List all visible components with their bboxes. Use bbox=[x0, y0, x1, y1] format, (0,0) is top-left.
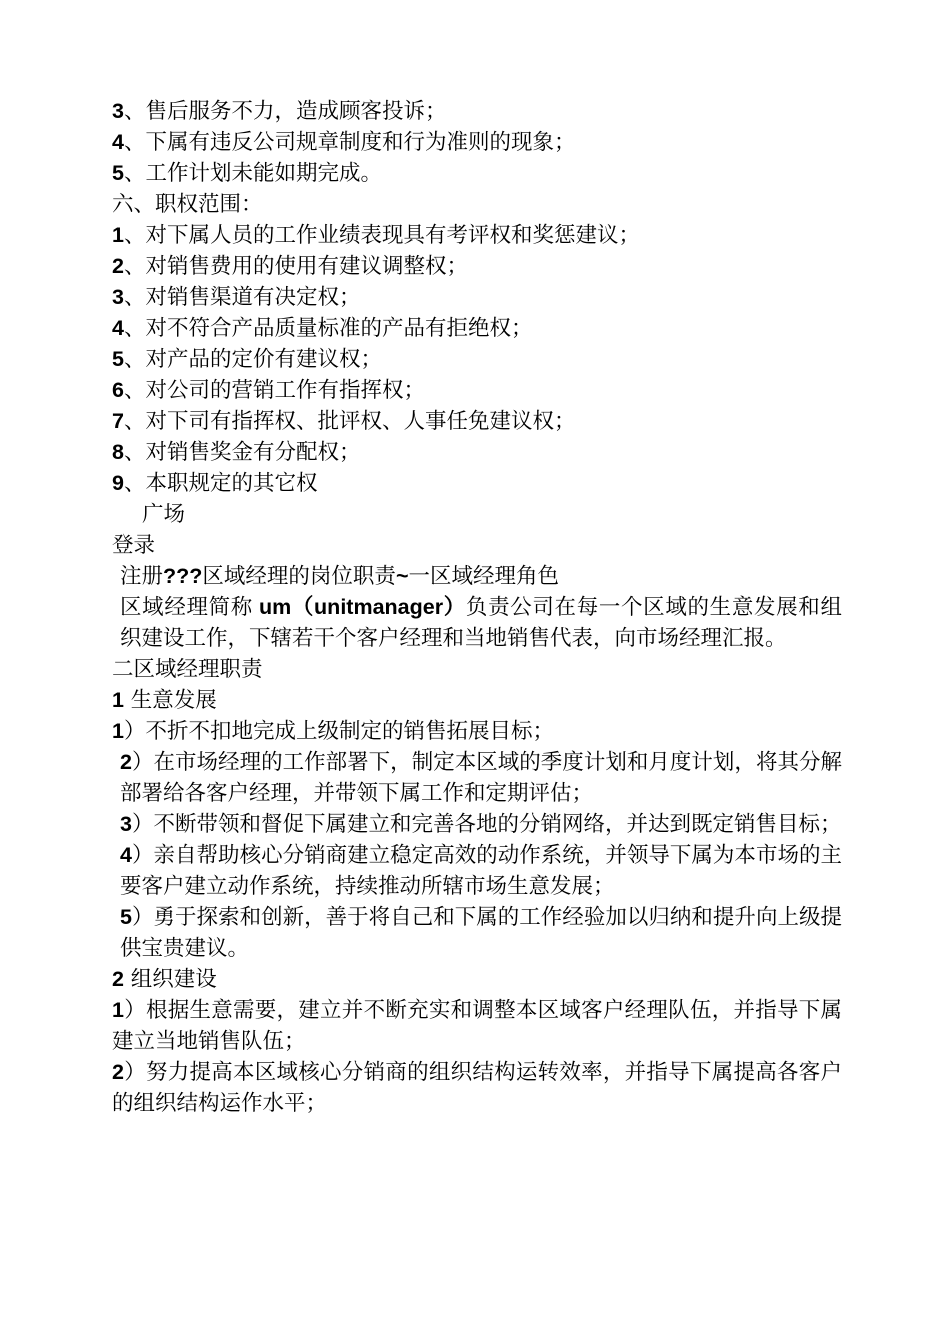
question-marks: ??? bbox=[163, 564, 203, 588]
subsection-title: 组织建设 bbox=[123, 967, 217, 992]
list-item bbox=[112, 716, 842, 747]
item-text: 、工作计划未能如期完成。 bbox=[123, 161, 382, 186]
subsection-heading bbox=[112, 964, 842, 995]
list-item bbox=[112, 220, 842, 251]
item-text: 、对产品的定价有建议权； bbox=[123, 347, 382, 372]
article-title-b: 一区域经理角色 bbox=[408, 564, 560, 589]
item-number: 1 bbox=[112, 719, 124, 743]
subsection-number: 2 bbox=[112, 967, 124, 991]
item-number: 8 bbox=[112, 440, 124, 464]
document-page bbox=[112, 96, 842, 1119]
list-item bbox=[112, 375, 842, 406]
intro-fullname: unitmanager bbox=[314, 595, 444, 619]
item-number: 5 bbox=[120, 905, 132, 929]
item-text: ）不断带领和督促下属建立和完善各地的分销网络，并达到既定销售目标； bbox=[131, 812, 842, 837]
item-text: 、对公司的营销工作有指挥权； bbox=[123, 378, 425, 403]
list-item bbox=[112, 282, 842, 313]
item-number: 1 bbox=[112, 998, 124, 1022]
item-text: 、下属有违反公司规章制度和行为准则的现象； bbox=[123, 130, 576, 155]
list-item bbox=[112, 468, 842, 499]
item-text: 、对下司有指挥权、批评权、人事任免建议权； bbox=[123, 409, 576, 434]
item-number: 3 bbox=[112, 285, 124, 309]
intro-abbr: um bbox=[258, 595, 292, 619]
item-text: ）在市场经理的工作部署下，制定本区域的季度计划和月度计划，将其分解部署给各客户经理，并带领下属工作和定期评估； bbox=[120, 750, 842, 806]
item-text: 、售后服务不力，造成顾客投诉； bbox=[123, 99, 447, 124]
section-heading: 二区域经理职责 bbox=[112, 657, 263, 682]
item-text: ）不折不扣地完成上级制定的销售拓展目标； bbox=[123, 719, 554, 744]
item-number: 4 bbox=[120, 843, 132, 867]
tilde: ~ bbox=[395, 564, 409, 588]
subsection-heading bbox=[112, 685, 842, 716]
item-number: 1 bbox=[112, 223, 124, 247]
item-number: 9 bbox=[112, 471, 124, 495]
list-item bbox=[112, 902, 842, 964]
item-number: 3 bbox=[112, 99, 124, 123]
subsection-title: 生意发展 bbox=[123, 688, 217, 713]
item-text: ）努力提高本区域核心分销商的组织结构运转效率，并指导下属提高各客户的组织结构运作水平； bbox=[112, 1060, 842, 1116]
list-item bbox=[112, 1057, 842, 1119]
item-text: ）勇于探索和创新，善于将自己和下属的工作经验加以归纳和提升向上级提供宝贵建议。 bbox=[120, 905, 842, 961]
item-number: 2 bbox=[112, 254, 124, 278]
article-title-a[interactable]: 区域经理的岗位职责 bbox=[202, 564, 396, 589]
list-item bbox=[112, 344, 842, 375]
list-item bbox=[112, 251, 842, 282]
item-number: 2 bbox=[120, 750, 132, 774]
section-heading: 六、职权范围： bbox=[112, 192, 263, 217]
item-text: 、对不符合产品质量标准的产品有拒绝权； bbox=[123, 316, 533, 341]
list-item bbox=[112, 995, 842, 1057]
list-item bbox=[112, 127, 842, 158]
list-item bbox=[112, 158, 842, 189]
nav-link-register[interactable]: 注册 bbox=[120, 564, 164, 589]
list-item bbox=[112, 809, 842, 840]
item-number: 5 bbox=[112, 161, 124, 185]
item-number: 6 bbox=[112, 378, 124, 402]
nav-link-square[interactable]: 广场 bbox=[142, 502, 186, 527]
list-item bbox=[112, 406, 842, 437]
item-text: ）根据生意需要，建立并不断充实和调整本区域客户经理队伍，并指导下属建立当地销售队伍； bbox=[112, 998, 842, 1054]
item-number: 7 bbox=[112, 409, 124, 433]
item-number: 2 bbox=[112, 1060, 124, 1084]
list-item bbox=[112, 747, 842, 809]
nav-link-login[interactable]: 登录 bbox=[112, 533, 156, 558]
item-number: 3 bbox=[120, 812, 132, 836]
list-item bbox=[112, 313, 842, 344]
subsection-number: 1 bbox=[112, 688, 124, 712]
intro-pre: 区域经理简称 bbox=[120, 595, 253, 620]
item-text: 、对销售奖金有分配权； bbox=[123, 440, 361, 465]
item-number: 4 bbox=[112, 130, 124, 154]
intro-paren-close: ） bbox=[443, 595, 466, 619]
item-number: 4 bbox=[112, 316, 124, 340]
intro-paragraph bbox=[112, 592, 842, 654]
item-text: 、对销售渠道有决定权； bbox=[123, 285, 361, 310]
intro-post: 负责公司在每一个区域的生意发展和组织建设工作，下辖若干个客户经理和当地销售代表，向市场经理汇报。 bbox=[120, 595, 842, 651]
item-text: 、对下属人员的工作业绩表现具有考评权和奖惩建议； bbox=[123, 223, 640, 248]
list-item bbox=[112, 840, 842, 902]
article-title-line bbox=[112, 561, 842, 592]
item-text: 、对销售费用的使用有建议调整权； bbox=[123, 254, 468, 279]
item-number: 5 bbox=[112, 347, 124, 371]
item-text: 、本职规定的其它权 bbox=[123, 471, 318, 496]
intro-paren-open: （ bbox=[291, 595, 315, 619]
item-text: ）亲自帮助核心分销商建立稳定高效的动作系统，并领导下属为本市场的主要客户建立动作系统，持续推动所辖市场生意发展； bbox=[120, 843, 842, 899]
list-item bbox=[112, 437, 842, 468]
list-item bbox=[112, 96, 842, 127]
